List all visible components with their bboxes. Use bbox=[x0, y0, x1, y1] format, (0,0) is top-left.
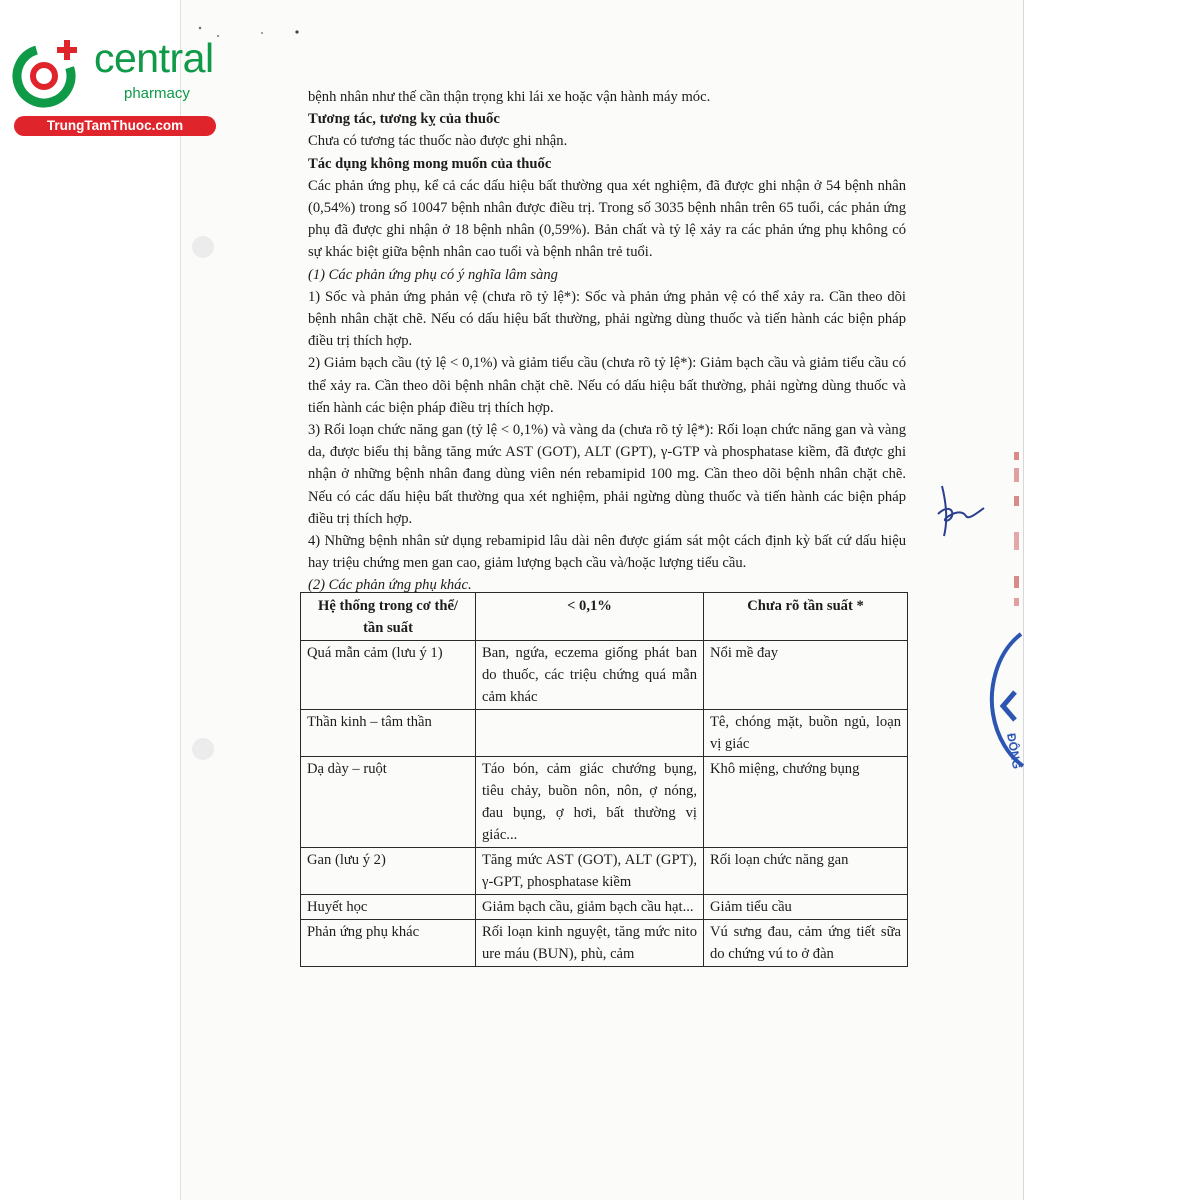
handwritten-initial bbox=[932, 482, 992, 542]
table-cell: Phản ứng phụ khác bbox=[301, 920, 476, 967]
table-cell: Ban, ngứa, eczema giống phát ban do thuốc, các triệu chứng quá mẫn cảm khác bbox=[476, 641, 704, 710]
table-cell: Rối loạn chức năng gan bbox=[704, 848, 908, 895]
reaction-item-3: 3) Rối loạn chức năng gan (tỷ lệ < 0,1%) và vàng da (chưa rõ tỷ lệ*): Rối loạn chức năng gan và vàng da, được biểu thị bằng tăng mức AST (GOT), ALT (GPT), γ-GTP và phosphatase kiềm, đã được ghi nhận ở những bệnh nhân đang dùng viên nén rebamipid 100 mg. Cần theo dõi bệnh nhân chặt chẽ. Nếu có các dấu hiệu bất thường qua xét nghiệm, phải ngừng dùng thuốc và tiến hành các biện pháp điều trị thích hợp. bbox=[308, 422, 906, 527]
interactions-heading: Tương tác, tương kỵ của thuốc bbox=[308, 111, 500, 128]
table-cell: Quá mẫn cảm (lưu ý 1) bbox=[301, 641, 476, 710]
round-stamp bbox=[985, 630, 1025, 770]
side-effects-table bbox=[300, 592, 908, 967]
punch-hole-bottom bbox=[192, 738, 214, 760]
table-cell: Thần kinh – tâm thần bbox=[301, 710, 476, 757]
logo-brand-sub: pharmacy bbox=[124, 85, 190, 102]
clinical-reactions-subheading: (1) Các phản ứng phụ có ý nghĩa lâm sàng bbox=[308, 266, 558, 283]
reaction-item-2: 2) Giảm bạch cầu (tỷ lệ < 0,1%) và giảm tiểu cầu (chưa rõ tỷ lệ*): Giảm bạch cầu và giảm tiểu cầu có thể xảy ra. Cần theo dõi bệnh nhân chặt chẽ. Nếu có dấu hiệu bất thường, phải ngừng dùng thuốc và tiến hành các biện pháp điều trị thích hợp. bbox=[308, 355, 906, 416]
table-header-cell: Hệ thống trong cơ thể/ tần suất bbox=[301, 593, 476, 641]
table-row bbox=[301, 895, 908, 920]
table-cell: Gan (lưu ý 2) bbox=[301, 848, 476, 895]
side-effects-heading: Tác dụng không mong muốn của thuốc bbox=[308, 155, 552, 172]
table-cell: Tăng mức AST (GOT), ALT (GPT), γ-GPT, phosphatase kiềm bbox=[476, 848, 704, 895]
logo-brand-name: central bbox=[94, 35, 214, 81]
document-body bbox=[308, 86, 906, 597]
side-effects-paragraph: Các phản ứng phụ, kể cả các dấu hiệu bất thường qua xét nghiệm, đã được ghi nhận ở 54 bệnh nhân (0,54%) trong số 10047 bệnh nhân được điều trị. Trong số 3035 bệnh nhân trên 65 tuổi, các phản ứng phụ đã được ghi nhận ở 18 bệnh nhân (0,59%). Bản chất và tỷ lệ xảy ra các phản ứng phụ không có sự khác biệt giữa bệnh nhân cao tuổi và bệnh nhân trẻ tuổi. bbox=[308, 177, 906, 261]
table-cell: Tê, chóng mặt, buồn ngủ, loạn vị giác bbox=[704, 710, 908, 757]
table-row bbox=[301, 710, 908, 757]
table-cell: Nổi mề đay bbox=[704, 641, 908, 710]
table-cell: Rối loạn kinh nguyệt, tăng mức nito ure máu (BUN), phù, cảm bbox=[476, 920, 704, 967]
table-row bbox=[301, 757, 908, 848]
other-reactions-subheading: (2) Các phản ứng phụ khác. bbox=[308, 577, 472, 594]
stamp-text: ĐÔNG bbox=[1004, 732, 1025, 770]
table-cell: Huyết học bbox=[301, 895, 476, 920]
table-cell: Dạ dày – ruột bbox=[301, 757, 476, 848]
table-cell: Khô miệng, chướng bụng bbox=[704, 757, 908, 848]
logo-website-url[interactable]: TrungTamThuoc.com bbox=[14, 116, 216, 136]
intro-paragraph: bệnh nhân như thế cần thận trọng khi lái xe hoặc vận hành máy móc. bbox=[308, 89, 711, 105]
red-edge-marks bbox=[1012, 452, 1022, 608]
table-cell: Vú sưng đau, cảm ứng tiết sữa do chứng vú to ở đàn bbox=[704, 920, 908, 967]
punch-hole-top bbox=[192, 236, 214, 258]
table-header-row bbox=[301, 593, 908, 641]
table-header-cell: Chưa rõ tần suất * bbox=[704, 593, 908, 641]
table-cell: Giảm tiểu cầu bbox=[704, 895, 908, 920]
table-row bbox=[301, 641, 908, 710]
table-header-cell: < 0,1% bbox=[476, 593, 704, 641]
table-cell: Táo bón, cảm giác chướng bụng, tiêu chảy, buồn nôn, nôn, ợ nóng, đau bụng, ợ hơi, bất thường vị giác... bbox=[476, 757, 704, 848]
interactions-paragraph: Chưa có tương tác thuốc nào được ghi nhận. bbox=[308, 133, 568, 150]
central-pharmacy-logo[interactable] bbox=[8, 36, 218, 136]
central-pharmacy-logo-mark bbox=[8, 36, 92, 112]
table-row bbox=[301, 920, 908, 967]
reaction-item-1: 1) Sốc và phản ứng phản vệ (chưa rõ tỷ lệ*): Sốc và phản ứng phản vệ có thể xảy ra. Cần theo dõi bệnh nhân chặt chẽ. Nếu có dấu hiệu bất thường, phải ngừng dùng thuốc và tiến hành các biện pháp điều trị thích hợp. bbox=[308, 288, 906, 350]
table-cell bbox=[476, 710, 704, 757]
table-cell: Giảm bạch cầu, giảm bạch cầu hạt... bbox=[476, 895, 704, 920]
table-row bbox=[301, 848, 908, 895]
reaction-item-4: 4) Những bệnh nhân sử dụng rebamipid lâu dài nên được giám sát một cách định kỳ bất cứ dấu hiệu hay triệu chứng men gan cao, giảm lượng bạch cầu và/hoặc lượng tiểu cầu. bbox=[308, 533, 906, 572]
